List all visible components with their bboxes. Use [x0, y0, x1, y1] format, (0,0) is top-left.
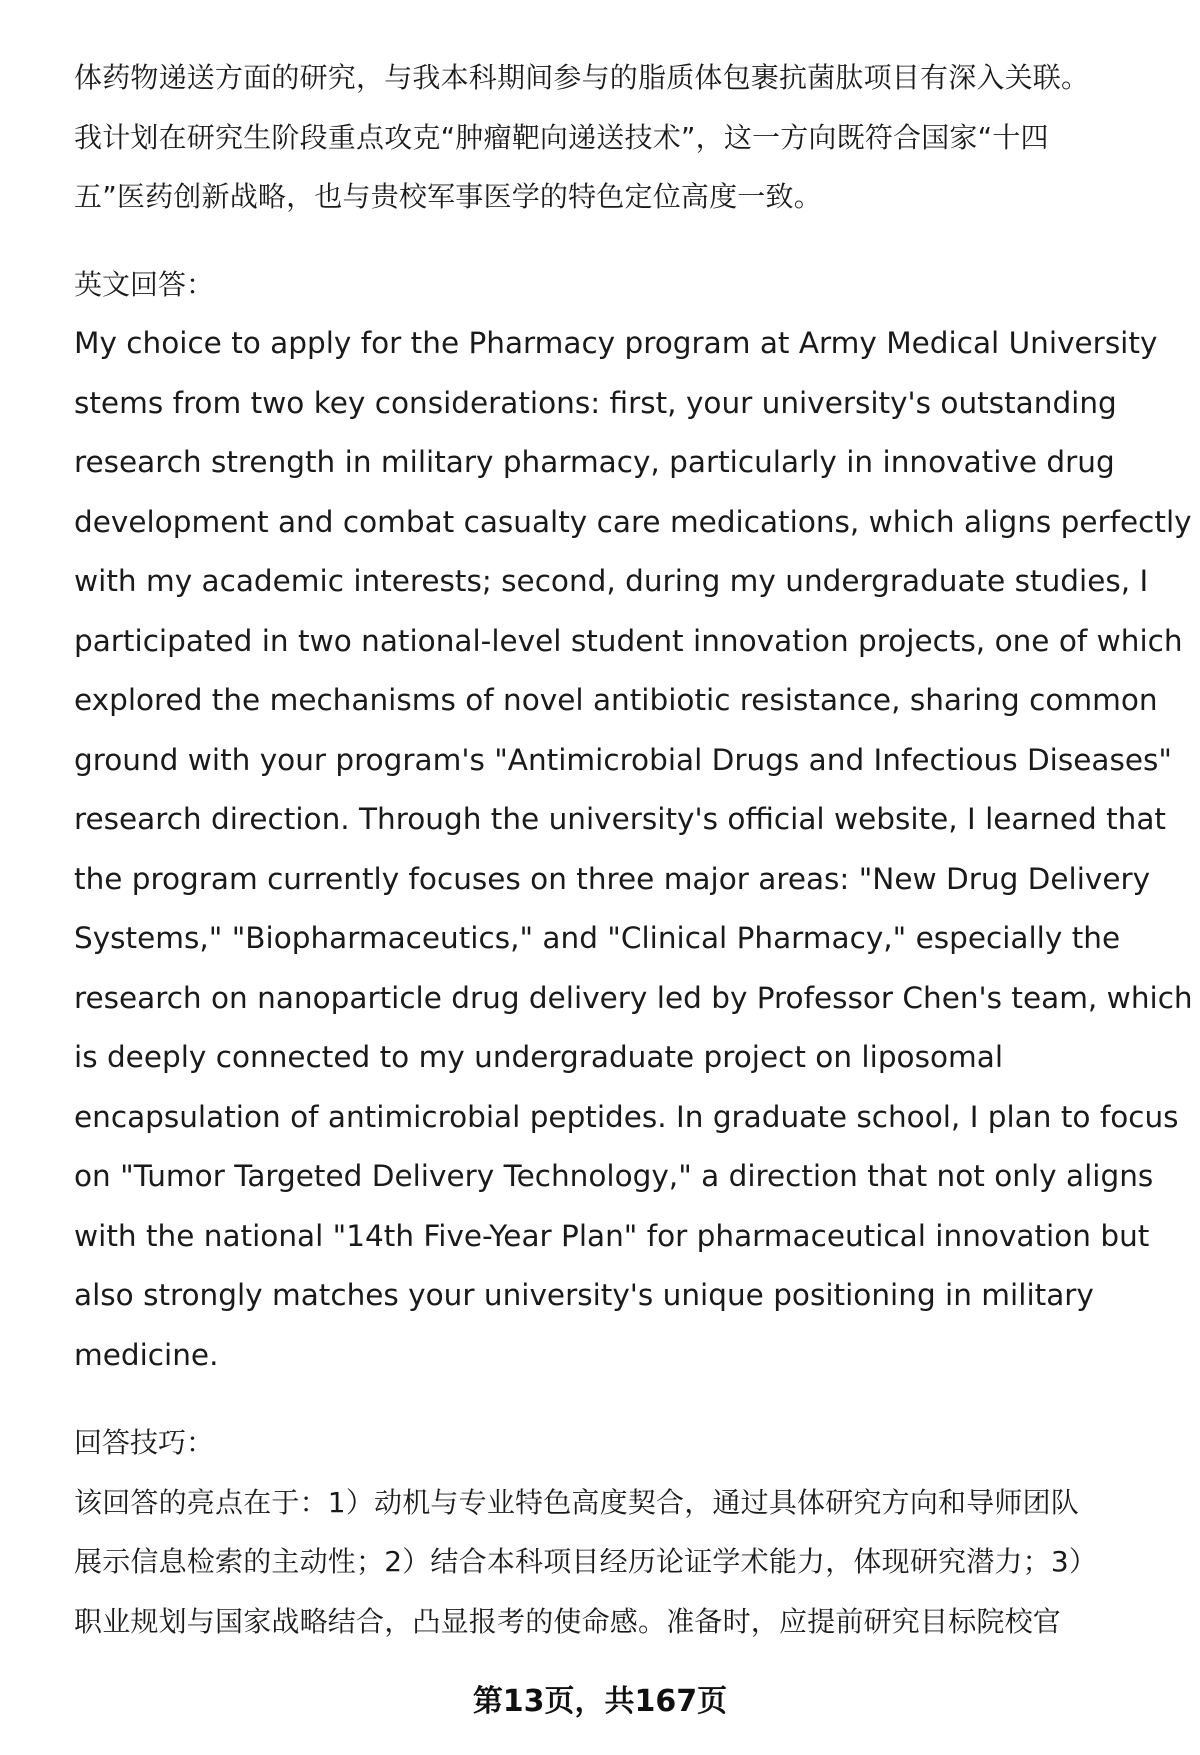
text-line: 职业规划与国家战略结合，凸显报考的使命感。准备时，应提前研究目标院校官 [74, 1604, 1062, 1638]
text-line: 该回答的亮点在于：1）动机与专业特色高度契合，通过具体研究方向和导师团队 [74, 1485, 1080, 1519]
text-line: the program currently focuses on three major areas: "New Drug Delivery [74, 861, 1151, 896]
text-line: 展示信息检索的主动性；2）结合本科项目经历论证学术能力，体现研究潜力；3） [74, 1545, 1098, 1578]
text-line: with the national "14th Five-Year Plan" for pharmaceutical innovation but [74, 1218, 1150, 1253]
text-line: research direction. Through the university's official website, I learned that [74, 802, 1166, 836]
answer-tips-heading: 回答技巧： [74, 1426, 215, 1459]
page-number-footer: 第13页，共167页 [472, 1684, 728, 1719]
text-line: research strength in military pharmacy, particularly in innovative drug [74, 445, 1115, 479]
chinese-answer-continuation [74, 48, 1144, 227]
text-line: My choice to apply for the Pharmacy program at Army Medical University [74, 326, 1158, 360]
text-line: encapsulation of antimicrobial peptides. In graduate school, I plan to focus [74, 1099, 1179, 1134]
text-line: on "Tumor Targeted Delivery Technology," a direction that not only aligns [74, 1159, 1154, 1193]
text-line: stems from two key considerations: first, your university's outstanding [74, 385, 1117, 420]
english-answer-body [74, 314, 1193, 1385]
english-answer-section [74, 255, 1193, 1386]
document-page [74, 48, 1193, 1651]
text-line: participated in two national-level student innovation projects, one of which [74, 623, 1183, 658]
text-line: is deeply connected to my undergraduate project on liposomal [74, 1040, 1004, 1074]
text-line: explored the mechanisms of novel antibiotic resistance, sharing common [74, 683, 1158, 717]
text-line: research on nanoparticle drug delivery led by Professor Chen's team, which [74, 980, 1193, 1015]
english-answer-heading: 英文回答： [74, 267, 215, 301]
text-line: 我计划在研究生阶段重点攻克“肿瘤靶向递送技术”，这一方向既符合国家“十四 [74, 120, 1049, 154]
text-line: with my academic interests; second, during my undergraduate studies, I [74, 564, 1149, 598]
text-line: medicine. [74, 1337, 219, 1372]
answer-tips-section [74, 1413, 1144, 1651]
text-line: 体药物递送方面的研究，与我本科期间参与的脂质体包裹抗菌肽项目有深入关联。 [74, 61, 1090, 94]
text-line: development and combat casualty care medications, which aligns perfectly [74, 504, 1192, 539]
text-line: ground with your program's "Antimicrobial Drugs and Infectious Diseases" [74, 742, 1172, 777]
text-line: 五”医药创新战略，也与贵校军事医学的特色定位高度一致。 [74, 180, 822, 213]
text-line: also strongly matches your university's unique positioning in military [74, 1278, 1094, 1312]
text-line: Systems," "Biopharmaceutics," and "Clinical Pharmacy," especially the [74, 921, 1121, 955]
